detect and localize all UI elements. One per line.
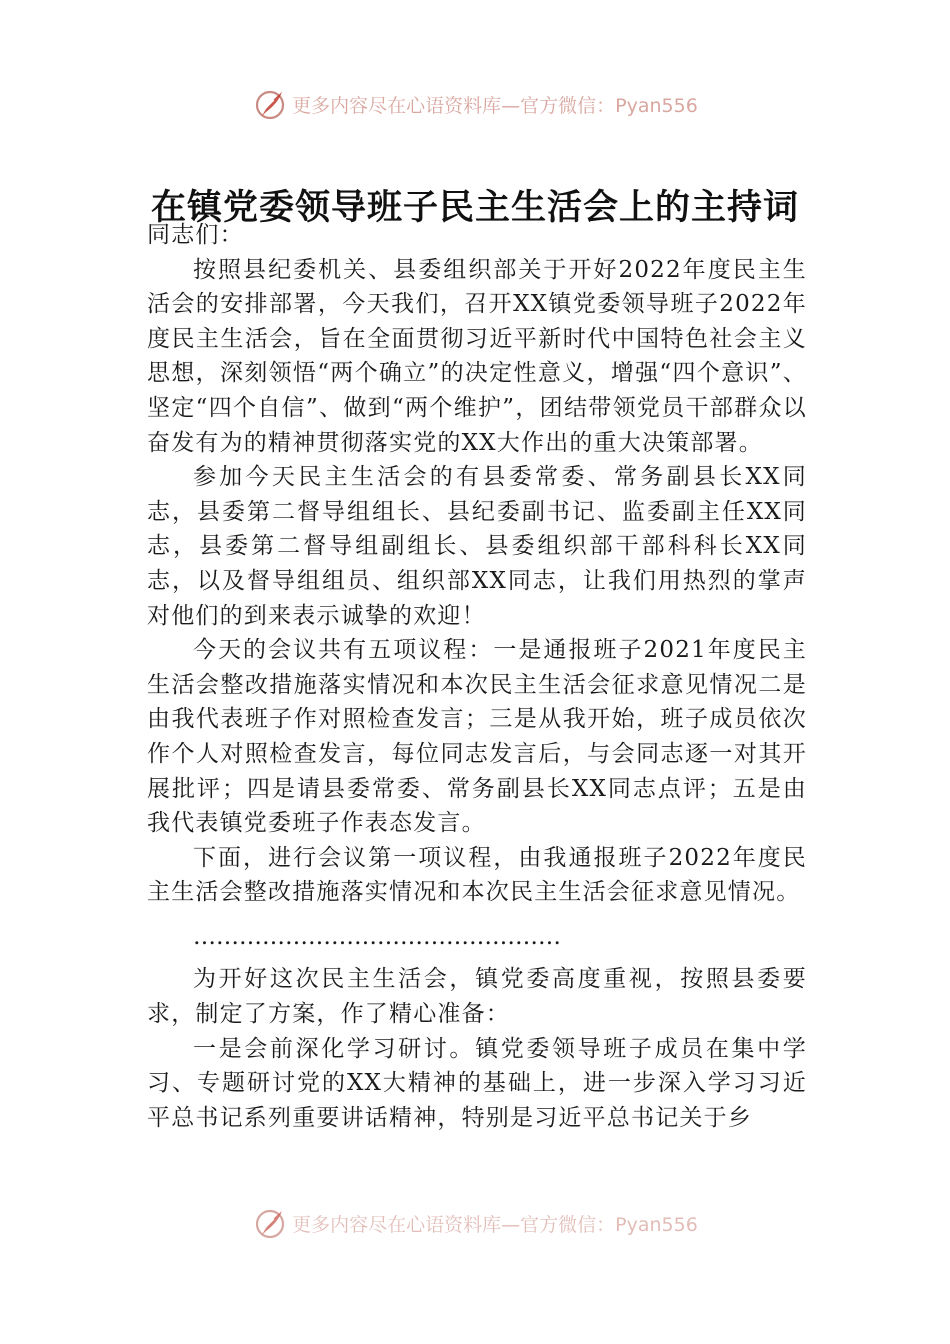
paragraph-1: 按照县纪委机关、县委组织部关于开好2022年度民主生活会的安排部署，今天我们，召开XX镇党委领导班子2022年度民主生活会，旨在全面贯彻习近平新时代中国特色社会主义思想，深刻领悟“两个确立”的决定性意义，增强“四个意识”、坚定“四个自信”、做到“两个维护”，团结带领党员干部群众以奋发有为的精神贯彻落实党的XX大作出的重大决策部署。	[147, 256, 807, 456]
paragraph-6: 一是会前深化学习研讨。镇党委领导班子成员在集中学习、专题研讨党的XX大精神的基础上，进一步深入学习习近平总书记系列重要讲话精神，特别是习近平总书记关于乡	[147, 1035, 807, 1131]
paragraph-5: 为开好这次民主生活会，镇党委高度重视，按照县委要求，制定了方案，作了精心准备：	[147, 966, 807, 1028]
paragraph-3: 今天的会议共有五项议程：一是通报班子2021年度民主生活会整改措施落实情况和本次民主生活会征求意见情况二是由我代表班子作对照检查发言；三是从我开始，班子成员依次作个人对照检查发言，每位同志发言后，与会同志逐一对其开展批评；四是请县委常委、常务副县长XX同志点评；五是由我代表镇党委班子作表态发言。	[147, 637, 807, 837]
watermark-text: 更多内容尽在心语资料库—官方微信：Pyan556	[292, 1213, 698, 1236]
watermark-header	[0, 84, 950, 124]
ellipsis-line: …………………………………………	[193, 923, 561, 950]
salutation: 同志们：	[147, 222, 244, 248]
paragraph-2: 参加今天民主生活会的有县委常委、常务副县长XX同志，县委第二督导组组长、县纪委副书记、监委副主任XX同志，县委第二督导组副组长、县委组织部干部科科长XX同志，以及督导组组员、组织部XX同志，让我们用热烈的掌声对他们的到来表示诚挚的欢迎！	[147, 464, 807, 629]
document-body	[147, 218, 807, 1135]
feather-pen-logo-icon	[252, 1205, 288, 1241]
watermark-text: 更多内容尽在心语资料库—官方微信：Pyan556	[292, 94, 698, 117]
document-title: 在镇党委领导班子民主生活会上的主持词	[150, 187, 799, 228]
feather-pen-logo-icon	[252, 86, 288, 122]
paragraph-4: 下面，进行会议第一项议程，由我通报班子2022年度民主生活会整改措施落实情况和本次民主生活会征求意见情况。	[147, 844, 807, 906]
watermark-footer	[0, 1203, 950, 1243]
